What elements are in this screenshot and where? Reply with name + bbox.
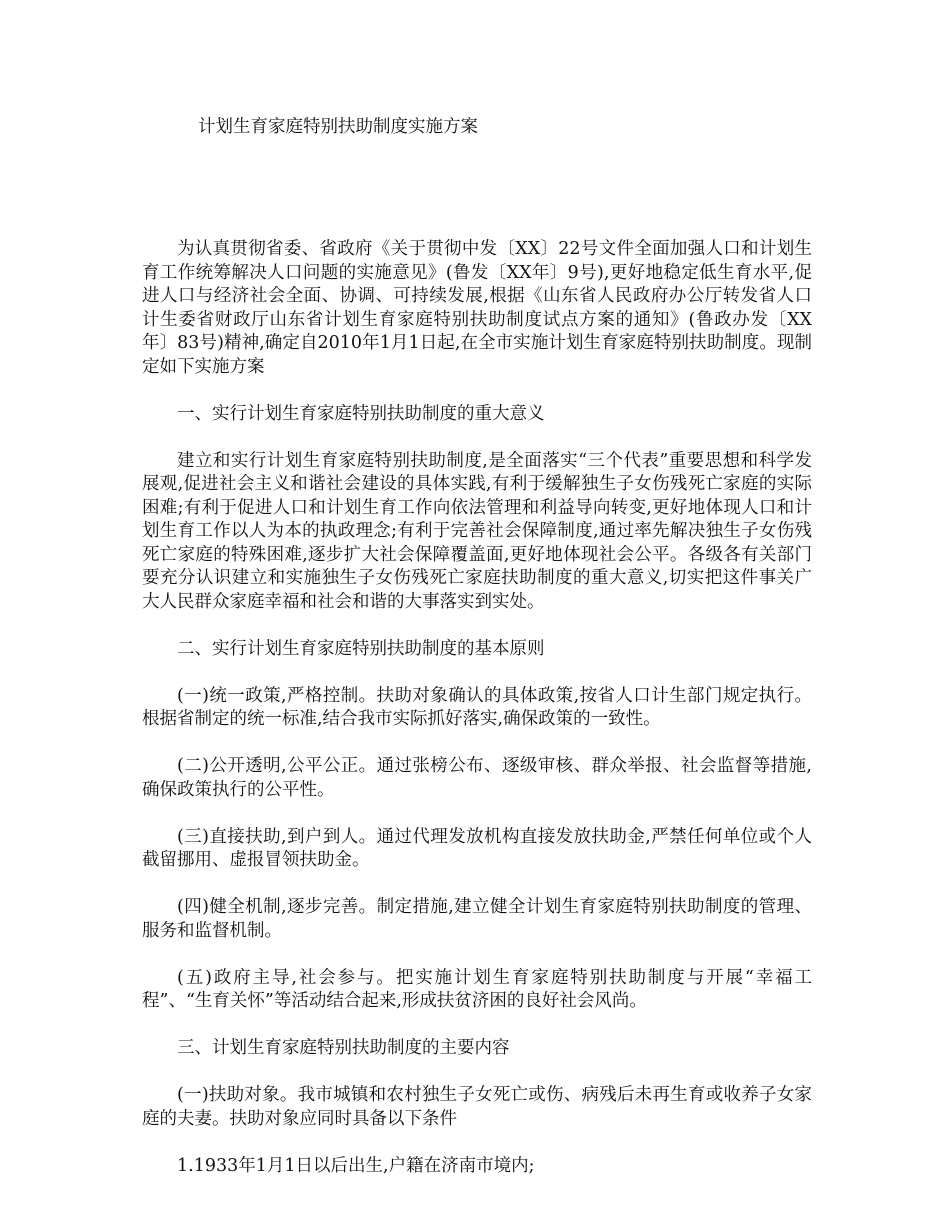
section-heading-1: 一、实行计划生育家庭特别扶助制度的重大意义 [177,403,545,424]
paragraph-intro: 为认真贯彻省委、省政府《关于贯彻中发〔XX〕22号文件全面加强人口和计划生育工作统筹解决人口问题的实施意见》(鲁发〔XX年〕9号),更好地稳定低生育水平,促进人口与经济社会全面、协调、可持续发展,根据《山东省人民政府办公厅转发省人口计生委省财政厅山东省计划生育家庭特别扶助制度试点方案的通知》(鲁政办发〔XX年〕83号)精神,确定自2010年1月1日起,在全市实施计划生育家庭特别扶助制度。现制定如下实施方案 [142,239,812,377]
paragraph-significance: 建立和实行计划生育家庭特别扶助制度,是全面落实“三个代表”重要思想和科学发展观,促进社会主义和谐社会建设的具体实践,有利于缓解独生子女伤残死亡家庭的实际困难;有利于促进人口和计划生育工作向依法管理和利益导向转变,更好地体现人口和计划生育工作以人为本的执政理念;有利于完善社会保障制度,通过率先解决独生子女伤残死亡家庭的特殊困难,逐步扩大社会保障覆盖面,更好地体现社会公平。各级各有关部门要充分认识建立和实施独生子女伤残死亡家庭扶助制度的重大意义,切实把这件事关广大人民群众家庭幸福和社会和谐的大事落实到实处。 [142,450,812,612]
principle-item-3: (三)直接扶助,到户到人。通过代理发放机构直接发放扶助金,严禁任何单位或个人截留挪用、虚报冒领扶助金。 [142,826,812,870]
principle-item-1: (一)统一政策,严格控制。扶助对象确认的具体政策,按省人口计生部门规定执行。根据省制定的统一标准,结合我市实际抓好落实,确保政策的一致性。 [142,685,812,729]
content-item-1: (一)扶助对象。我市城镇和农村独生子女死亡或伤、病残后未再生育或收养子女家庭的夫妻。扶助对象应同时具备以下条件 [142,1085,812,1129]
condition-item-1: 1.1933年1月1日以后出生,户籍在济南市境内; [177,1155,535,1176]
principle-item-5: (五)政府主导,社会参与。把实施计划生育家庭特别扶助制度与开展“幸福工程”、“生育关怀”等活动结合起来,形成扶贫济困的良好社会风尚。 [142,967,812,1011]
principle-item-2: (二)公开透明,公平公正。通过张榜公布、逐级审核、群众举报、社会监督等措施,确保政策执行的公平性。 [142,756,812,800]
document-title: 计划生育家庭特别扶助制度实施方案 [198,117,478,137]
section-heading-2: 二、实行计划生育家庭特别扶助制度的基本原则 [177,638,545,659]
section-heading-3: 三、计划生育家庭特别扶助制度的主要内容 [177,1038,510,1058]
principle-item-4: (四)健全机制,逐步完善。制定措施,建立健全计划生育家庭特别扶助制度的管理、服务和监督机制。 [142,897,812,941]
document-body [142,238,812,1202]
